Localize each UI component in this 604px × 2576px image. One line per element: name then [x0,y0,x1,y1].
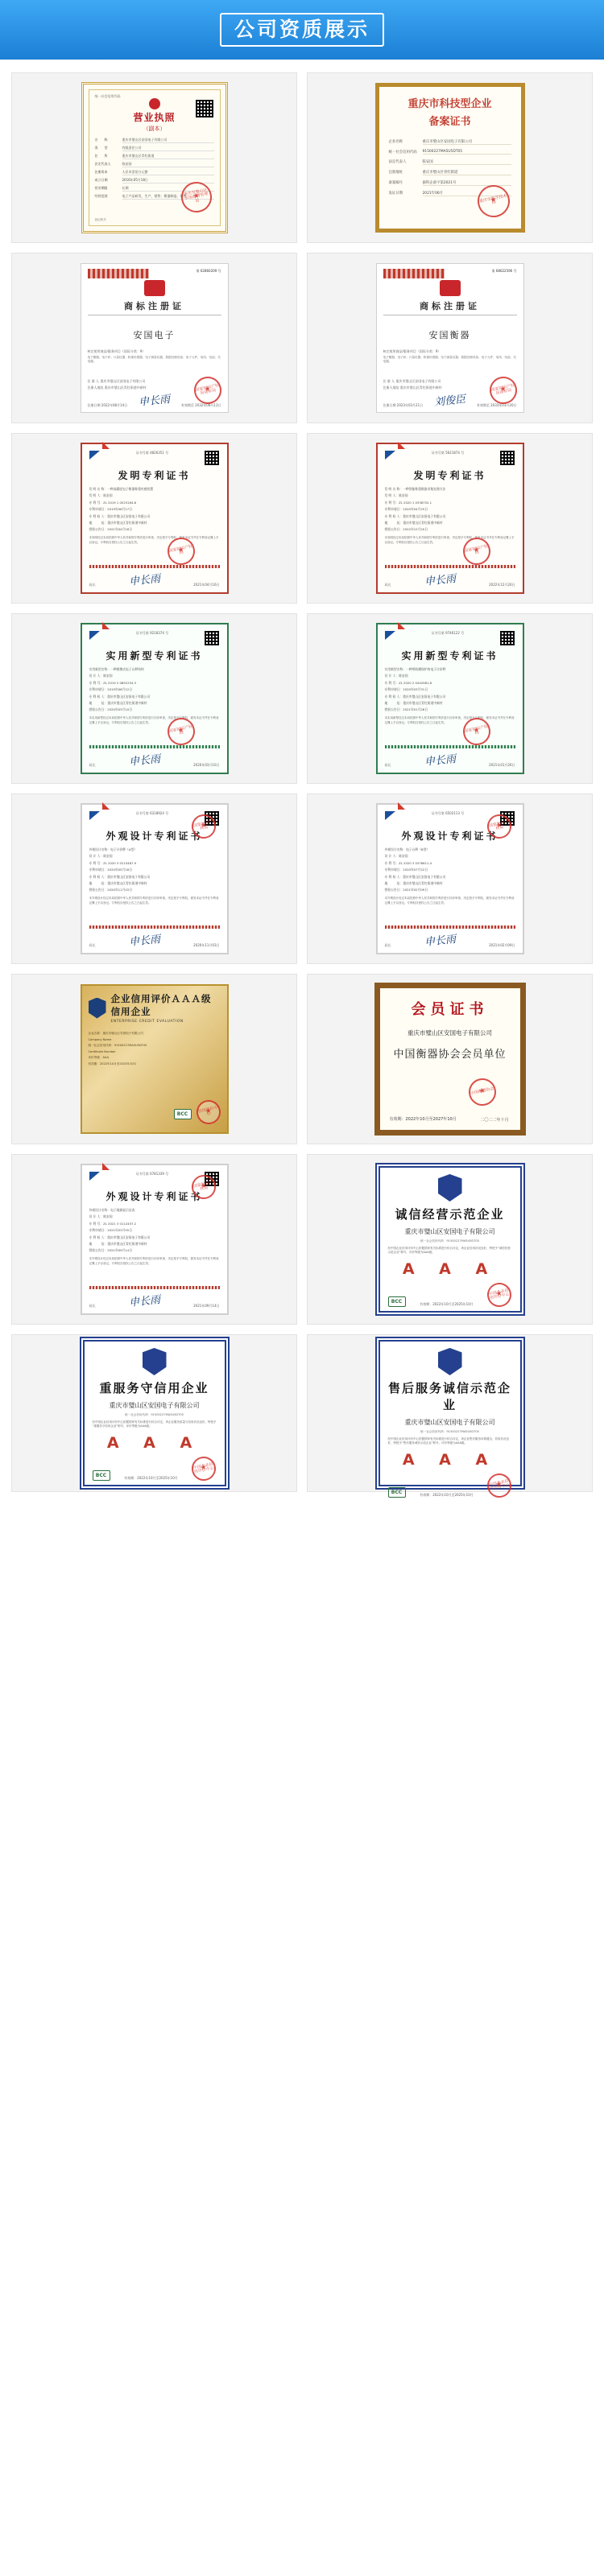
certificate-cell[interactable] [302,68,598,248]
address-key: 注册人地址 [383,385,399,389]
signature: 申长雨 [424,752,457,769]
patent-paragraph: 本外观设计经过本局依照中华人民共和国专利法进行初步审查，决定授予专利权，颁发本证书并在专利登记簿上予以登记。专利权自授权公告之日起生效。 [384,896,515,905]
trademark-mark: 安国衡器 [428,330,471,340]
credit-code: 统一社会信用代码：91500227MA5U5DT05 [420,1430,479,1433]
certificate-cell[interactable] [302,969,598,1149]
official-seal: 中国衡器协会 ★ [465,1076,498,1108]
qr-code-icon [500,451,515,465]
field-key: 成立日期 [94,178,108,183]
signature: 申长雨 [424,572,457,588]
patent-field: 专利申请日：2020年07月22日 [384,868,428,872]
trademark-certificate-document [81,263,229,413]
patent-field: 专 利 权 人：重庆市璧山区安国电子有限公司 [384,513,446,518]
patent-field: 专利申请日：2020年05月18日 [89,868,132,872]
patent-field: 地 址：重庆市璧山区青杠街道中新村 [89,880,147,885]
patent-field: 专 利 号：ZL 2020 2 0442981.6 [384,680,432,685]
field-key: 经营范围 [94,194,108,199]
design-patent-document [81,1164,229,1315]
service-trust-certificate-document [80,1337,230,1490]
patent-field: 发 明 名 称：一种智能称重数据采集处理方法 [384,487,446,491]
aaa-fields [89,1032,221,1066]
issue-date: 2022年12月20日 [489,582,515,587]
signature: 申长雨 [138,393,171,409]
certificate-number: 证书号第 5621874 号 [431,451,465,455]
patent-field: 发 明 人：陈安国 [89,493,113,498]
field-value: 重庆市璧山区安国电子有限公司 [423,139,511,145]
patent-field: 发 明 名 称：一种高精度电子衡器称重传感装置 [89,487,154,491]
page-title: 公司资质展示 [220,13,384,47]
issue-date: 2021年01月26日 [489,762,515,767]
issuer-note: 局长 [89,762,96,767]
invention-patent-document [81,443,229,594]
patent-paragraph: 本发明经过本局依照中华人民共和国专利法进行审查，决定授予专利权，颁发本证书并在专利登记簿上予以登记。专利权自授权公告之日起生效。 [384,536,515,544]
certificate-card-trademark-2[interactable] [307,253,593,423]
page-header [0,0,604,60]
official-seal: 国家知识产权局 ★ [189,812,218,841]
aaa-field: 企业名称：重庆市璧山区安国电子有限公司 [88,1032,143,1035]
patent-logo-icon [89,631,100,640]
official-seal: 重庆市璧山区市场监督管理局 ★ [178,179,214,215]
patent-field: 专 利 权 人：重庆市璧山区安国电子有限公司 [89,1234,151,1239]
patent-field: 专 利 权 人：重庆市璧山区安国电子有限公司 [384,694,446,699]
business-license-document [81,82,228,233]
certificate-cell[interactable] [6,68,302,248]
patent-logo-icon [89,451,100,460]
shield-icon [89,998,106,1019]
tech-enterprise-record-document [375,83,525,233]
company-name: 重庆市璧山区安国电子有限公司 [109,1402,200,1409]
patent-field: 专 利 权 人：重庆市璧山区安国电子有限公司 [89,513,151,518]
address-key: 注册人地址 [87,385,104,389]
certificate-title: 会员证书 [411,1001,489,1018]
certificate-body: 经中国企业信用评价中心依据国家有关标准进行综合评定，该企业信用状况良好，特授予“诚信经营示范企业”称号，评价等级为AAA级。 [387,1247,511,1255]
license-subtitle: （副本） [143,126,166,133]
patent-field: 专 利 号：ZL 2021 3 0112457.2 [89,1221,137,1226]
issue-date: 二〇二二年十月 [480,1117,509,1123]
certificate-subtitle: ENTERPRISE CREDIT EVALUATION [110,1020,184,1024]
patent-fields [385,487,515,532]
trademark-certificate-document [376,263,524,413]
patent-field: 设 计 人：陈安国 [89,674,113,678]
patent-logo-icon [89,811,100,820]
certificate-cell[interactable] [6,248,302,428]
address-value: 重庆市璧山区青杠街道中新村 [399,385,442,389]
certificate-card-utility-model-2[interactable] [307,613,593,784]
field-key: 法定代表人 [388,160,407,164]
certificate-number: 第 62860209 号 [196,269,221,273]
patent-fields [385,847,515,892]
patent-field: 授权公告日：2021年01月26日 [384,707,428,712]
company-name: 重庆市璧山区安国电子有限公司 [404,1228,495,1235]
patent-field: 专 利 号：ZL 2020 3 0215487.9 [89,860,137,865]
certificate-number: 证书号第 9218374 号 [135,631,169,635]
class-line: 核定使用商品/服务项目（国际分类：9） [383,349,441,353]
grade-aaa: A A A [106,1433,202,1452]
patent-field: 设 计 人：陈安国 [89,854,113,859]
valid-until: 有效期至 2033年03月20日 [476,402,517,407]
certificate-grid [0,60,604,1508]
patent-field: 专利申请日：2019年06月12日 [89,687,132,692]
validity-period: 有效期：2022年10月至2027年10月 [389,1117,457,1122]
member-certificate-document [374,983,526,1136]
goods-detail: 电子衡器；电子秤；计量仪器；称重传感器；电子测量仪器；数据处理设备；电子元件；电线；电池；充电器。 [383,356,516,364]
signature: 申长雨 [128,752,161,769]
design-patent-document [376,803,524,954]
certificate-number: 证书号第 6502113 号 [431,811,465,815]
patent-field: 设 计 人：陈安国 [384,854,408,859]
certificate-card-service-trust[interactable] [11,1334,297,1492]
patent-paragraph: 本发明经过本局依照中华人民共和国专利法进行审查，决定授予专利权，颁发本证书并在专利登记簿上予以登记。专利权自授权公告之日起生效。 [89,536,219,544]
patent-paragraph: 本外观设计经过本局依照中华人民共和国专利法进行初步审查，决定授予专利权，颁发本证书并在专利登记簿上予以登记。专利权自授权公告之日起生效。 [89,896,219,905]
company-name: 重庆市璧山区安国电子有限公司 [404,1419,495,1426]
official-seal: 中国企业信用评价中心 ★ [190,1454,219,1483]
certificate-cell[interactable] [302,608,598,789]
field-key: 注册资本 [94,170,108,175]
field-key: 备案编号 [388,181,403,185]
qr-code-icon [500,631,515,645]
certificate-card-trademark-1[interactable] [11,253,297,423]
certificate-number: 证书号第 6781339 号 [135,1172,169,1176]
patent-field: 地 址：重庆市璧山区青杠街道中新村 [89,700,147,705]
invention-patent-document [376,443,524,594]
patent-field: 外观设计名称：电子地磅显示仪表 [89,1208,135,1212]
patent-field: 授权公告日：2021年09月14日 [89,1248,132,1253]
official-seal: 中国企业信用评价中心 ★ [486,1471,515,1500]
certificate-card-after-sales[interactable] [307,1334,593,1498]
field-key: 营业期限 [94,186,108,191]
official-seal: 中国企业信用评价中心 ★ [486,1280,515,1309]
after-sales-certificate-document [375,1337,525,1498]
certificate-title: 诚信经营示范企业 [395,1207,505,1222]
certificate-cell[interactable] [302,789,598,969]
patent-field: 授权公告日：2021年04月16日 [89,527,132,532]
patent-fields [89,1208,220,1253]
patent-field: 专利申请日：2019年06月17日 [89,507,132,512]
patent-field: 专 利 号：ZL 2019 2 0891254.3 [89,680,137,685]
valid-until: 有效期至 2032年08月13日 [180,402,221,407]
patent-fields [89,847,220,892]
issuer-note: 局长 [89,582,96,587]
tech-title-line2: 备案证书 [428,116,471,128]
field-key: 类 型 [94,146,108,150]
certificate-cell[interactable] [6,428,302,608]
owner-key: 注 册 人 [383,379,395,384]
certificate-cell[interactable] [6,1329,302,1497]
utility-model-patent-document [81,623,229,774]
patent-fields [89,667,220,712]
certificate-card-invention-patent-1[interactable] [11,433,297,604]
field-value: 有限责任公司 [122,146,214,151]
patent-field: 地 址：重庆市璧山区青杠街道中新村 [384,880,443,885]
validity-period: 有效期：2022年10月至2025年10月 [420,1302,474,1307]
validity-period: 有效期：2022年10月至2025年10月 [420,1493,474,1498]
decorative-strip [89,1286,220,1289]
patent-field: 地 址：重庆市璧山区青杠街道中新村 [384,520,443,525]
signature: 申长雨 [128,933,161,949]
validity-period: 有效期：2022年10月至2025年10月 [124,1476,178,1481]
license-top-note: 统一社会信用代码 [94,94,121,98]
official-seal: 国家知识产权局商标局 ★ [191,374,223,406]
national-emblem-icon [144,280,165,296]
certificate-card-design-patent-3[interactable] [11,1154,297,1325]
aaa-field: 有效期：2022年10月至2025年10月 [88,1062,137,1065]
register-date: 注册日期 2023年03月21日 [383,402,424,407]
field-key: 统一社会信用代码 [388,150,417,155]
issue-date: 2021年09月14日 [193,1303,220,1308]
bcc-logo: BCC [388,1487,406,1498]
issuer-note: 局长 [384,942,391,947]
patent-field: 授权公告日：2020年11月03日 [89,888,132,892]
field-value: 长期 [122,186,214,192]
aaa-field: 统一社会信用代码：91500227MA5U5DT05 [88,1044,147,1047]
official-seal: 国家知识产权局 ★ [460,715,492,748]
decorative-band [383,269,445,278]
issuer-note: 局长 [384,582,391,587]
patent-field: 实用新型名称：一种便携式电子台秤结构 [89,667,144,671]
decorative-strip [385,565,515,568]
qr-code-icon [205,631,219,645]
signature: 申长雨 [128,572,161,588]
credit-code: 统一社会信用代码：91500227MA5U5DT05 [125,1413,184,1416]
certificate-cell[interactable] [6,608,302,789]
certificate-card-member[interactable] [307,974,593,1144]
patent-logo-icon [385,811,395,820]
patent-field: 设 计 人：陈安国 [89,1214,113,1219]
aaa-field: 评价等级：AAA [88,1056,110,1059]
patent-field: 专 利 号：ZL 2019 1 0523164.8 [89,500,137,505]
certificate-title: 外观设计专利证书 [105,1191,203,1202]
certificate-cell[interactable] [302,248,598,428]
patent-field: 专 利 权 人：重庆市璧山区安国电子有限公司 [89,694,151,699]
decorative-strip [385,925,515,929]
patent-field: 专利申请日：2020年04月25日 [384,507,428,512]
certificate-title: 商标注册证 [88,299,221,315]
certificate-title: 发明专利证书 [118,470,191,481]
patent-field: 外观设计名称：电子计价秤（A型） [89,847,138,851]
tech-title-line1: 重庆市科技型企业 [407,98,492,110]
certificate-title: 外观设计专利证书 [105,831,203,842]
address-value: 重庆市璧山区青杠街道中新村 [104,385,147,389]
certificate-title: 企业信用评价ＡＡＡ级信用企业 [110,993,212,1017]
qr-code-icon [205,451,219,465]
certificate-title: 商标注册证 [383,299,517,315]
patent-field: 专利申请日：2020年03月31日 [384,687,428,692]
certificate-card-design-patent-1[interactable] [11,793,297,964]
issue-date: 2021年04月16日 [193,582,220,587]
patent-field: 专 利 权 人：重庆市璧山区安国电子有限公司 [89,874,151,879]
signature: 刘俊臣 [433,393,466,409]
honest-operation-certificate-document [375,1163,525,1316]
signature: 申长雨 [128,1293,161,1309]
certificate-number: 证书号第 4826351 号 [135,451,169,455]
decorative-strip [89,745,220,748]
patent-field: 专利申请日：2021年03月05日 [89,1228,132,1233]
aaa-field: Certificate Number [88,1050,116,1053]
certificate-cell[interactable] [6,1149,302,1329]
bcc-logo: BCC [174,1109,192,1119]
certificate-card-tech-enterprise[interactable] [307,72,593,243]
signature: 申长雨 [424,933,457,949]
patent-field: 地 址：重庆市璧山区青杠街道中新村 [384,700,443,705]
field-value: 2016年05月18日 [122,178,214,183]
patent-logo-icon [89,1172,100,1181]
issuer-note: 局长 [89,1303,96,1308]
goods-detail: 电子衡器；电子秤；计量仪器；称重传感器；电子测量仪器；数据处理设备；电子元件；电线；电池；充电器。 [87,356,221,364]
certificate-card-aaa-credit[interactable] [11,974,297,1144]
certificate-title: 实用新型专利证书 [401,650,499,662]
certificate-cell[interactable] [302,428,598,608]
patent-field: 地 址：重庆市璧山区青杠街道中新村 [89,520,147,525]
official-seal: 国家知识产权局 ★ [460,535,492,567]
field-key: 发证日期 [388,192,403,196]
decorative-strip [89,565,220,568]
issuer-note: 局长 [384,762,391,767]
certificate-title: 外观设计专利证书 [401,831,499,842]
national-emblem-icon [440,280,461,296]
patent-fields [89,487,220,532]
official-seal: 国家知识产权局商标局 ★ [486,374,519,406]
qr-code-icon [196,100,213,117]
patent-field: 专 利 权 人：重庆市璧山区安国电子有限公司 [384,874,446,879]
field-value: 重庆市璧山区青杠街道 [423,170,511,175]
certificate-title: 实用新型专利证书 [105,650,203,662]
bcc-logo: BCC [93,1470,110,1481]
certificate-card-business-license[interactable] [11,72,297,243]
field-key: 企业名称 [388,140,403,144]
field-key: 法定代表人 [94,162,111,167]
owner-value: 重庆市璧山区安国电子有限公司 [395,379,441,384]
patent-fields [385,667,515,712]
utility-model-patent-document [376,623,524,774]
decorative-strip [89,925,220,929]
official-seal: 国家知识产权局 ★ [485,812,514,841]
official-seal: 国家知识产权局 ★ [189,1173,218,1201]
certificate-card-utility-model-1[interactable] [11,613,297,784]
field-value: 陈安国 [122,162,214,167]
field-value: 陈安国 [423,159,511,165]
field-key: 注册地址 [388,171,403,175]
crest-icon [438,1174,462,1201]
field-value: 渝科企备字第2021号 [423,180,511,186]
certificate-title: 售后服务诚信示范企业 [387,1381,511,1412]
patent-field: 外观设计名称：电子台秤（B型） [384,847,430,851]
issue-date: 2020年03月10日 [193,762,220,767]
certificate-number: 证书号第 9746122 号 [431,631,465,635]
patent-paragraph: 本实用新型经过本局依照中华人民共和国专利法进行初步审查，决定授予专利权，颁发本证书并在专利登记簿上予以登记。专利权自授权公告之日起生效。 [384,716,515,724]
trademark-mark: 安国电子 [133,330,176,340]
bcc-logo: BCC [388,1296,406,1307]
grade-aaa: A A A [402,1450,498,1469]
certificate-cell[interactable] [6,789,302,969]
certificate-cell[interactable] [302,1149,598,1329]
certificate-cell[interactable] [6,969,302,1149]
certificate-card-design-patent-2[interactable] [307,793,593,964]
certificate-cell[interactable] [302,1329,598,1497]
official-seal: 信用评价中心 ★ [194,1098,223,1127]
patent-field: 专 利 号：ZL 2020 3 0378611.4 [384,860,432,865]
patent-logo-icon [385,631,395,640]
owner-value: 重庆市璧山区安国电子有限公司 [100,379,146,384]
patent-field: 设 计 人：陈安国 [384,674,408,678]
patent-logo-icon [385,451,395,460]
field-value: 人民币壹佰万元整 [122,170,214,175]
design-patent-document [81,803,229,954]
patent-field: 专 利 号：ZL 2020 1 0338752.1 [384,500,432,505]
field-key: 住 所 [94,154,108,159]
patent-field: 发 明 人：陈安国 [384,493,408,498]
issue-date: 2020年11月03日 [193,942,220,947]
official-seal: 国家知识产权局 ★ [164,715,197,748]
certificate-body: 经中国企业信用评价中心依据国家有关标准进行综合评定，该企业服务质量与信用状况良好，特授予“重服务守信用企业”称号，评价等级为AAA级。 [92,1420,217,1428]
decorative-strip [385,745,515,748]
official-seal: 重庆市科学技术局 ★ [474,182,512,220]
official-seal: 国家知识产权局 ★ [164,535,197,567]
license-footer: 登记机关 [94,217,106,221]
certificate-title: 重服务守信用企业 [99,1381,209,1395]
certificate-number: 第 68622596 号 [491,269,517,273]
credit-code: 统一社会信用代码：91500227MA5U5DT05 [420,1239,479,1243]
grade-aaa: A A A [402,1259,498,1278]
patent-field: 地 址：重庆市璧山区青杠街道中新村 [89,1241,147,1246]
field-value: 重庆市璧山区青杠街道 [122,154,214,159]
patent-field: 授权公告日：2020年03月10日 [89,707,132,712]
national-emblem-icon [149,98,160,109]
patent-field: 实用新型名称：一种带防潮保护的电子计价秤 [384,667,446,671]
field-key: 名 称 [94,138,108,142]
aaa-field: Company Name [88,1038,112,1041]
issuer-note: 局长 [89,942,96,947]
certificate-title: 发明专利证书 [413,470,486,481]
crest-icon [438,1348,462,1375]
field-value: 重庆市璧山区安国电子有限公司 [122,138,214,143]
decorative-band [88,269,149,278]
class-line: 核定使用商品/服务项目（国际分类：9） [87,349,146,353]
patent-paragraph: 本实用新型经过本局依照中华人民共和国专利法进行初步审查，决定授予专利权，颁发本证书并在专利登记簿上予以登记。专利权自授权公告之日起生效。 [89,716,219,724]
certificate-card-invention-patent-2[interactable] [307,433,593,604]
license-title: 营业执照 [133,112,176,124]
field-value: 电子产品研发、生产、销售；衡器制造、销售 [122,194,214,200]
owner-key: 注 册 人 [87,379,100,384]
register-date: 注册日期 2022年08月14日 [87,402,128,407]
patent-paragraph: 本外观设计经过本局依照中华人民共和国专利法进行初步审查，决定授予专利权，颁发本证书并在专利登记簿上予以登记。专利权自授权公告之日起生效。 [89,1257,219,1265]
company-name: 重庆市璧山区安国电子有限公司 [407,1029,492,1037]
field-value: 2021年06月 [423,191,511,196]
patent-field: 授权公告日：2022年12月20日 [384,527,428,532]
crest-icon [143,1348,167,1375]
issue-date: 2021年02月09日 [489,942,515,947]
field-value: 91500227MA5U5DT05 [423,150,511,155]
certificate-number: 证书号第 6318924 号 [135,811,169,815]
aaa-credit-certificate-document [81,984,229,1134]
certificate-card-honest-operation[interactable] [307,1154,593,1325]
patent-field: 授权公告日：2021年02月09日 [384,888,428,892]
membership-statement: 中国衡器协会会员单位 [393,1049,507,1061]
certificate-body: 经中国企业信用评价中心依据国家有关标准进行综合评定，该企业售后服务体系健全、信用状况良好，特授予“售后服务诚信示范企业”称号，评价等级为AAA级。 [387,1437,509,1445]
